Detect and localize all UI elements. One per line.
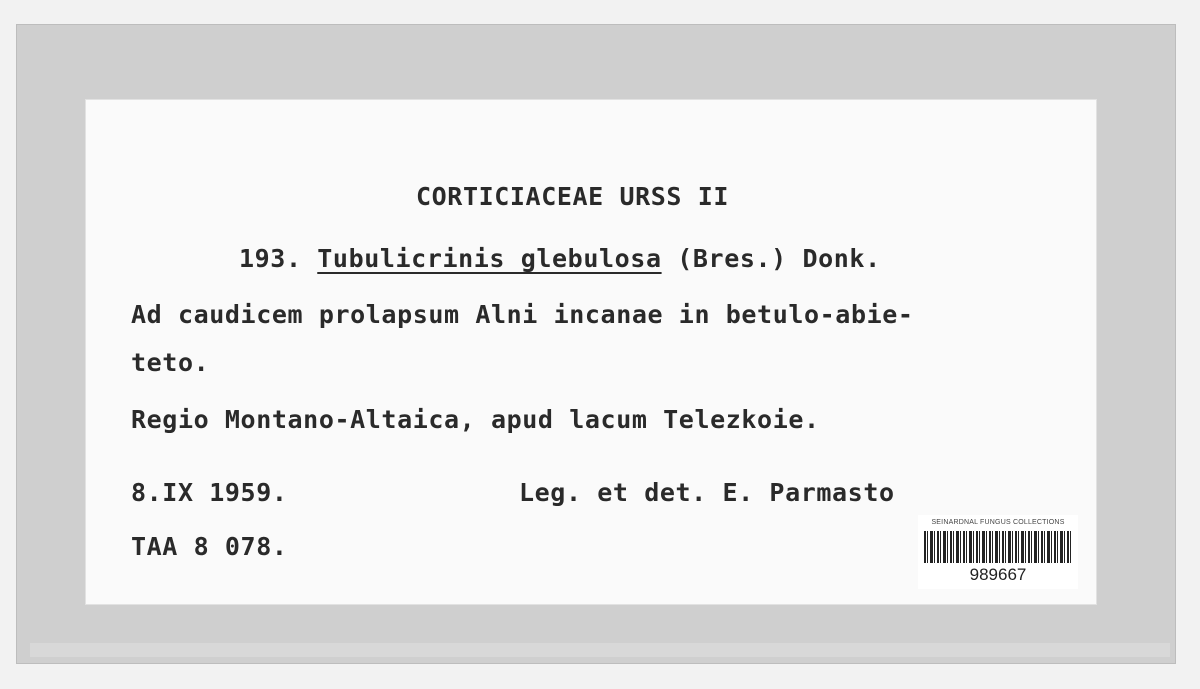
species-number: 193. xyxy=(239,244,302,273)
taxon-name: Tubulicrinis glebulosa xyxy=(317,244,662,273)
collector-text: Leg. et det. E. Parmasto xyxy=(519,478,895,507)
taxon-authority: (Bres.) Donk. xyxy=(677,244,881,273)
collection-date: 8.IX 1959. xyxy=(131,478,288,507)
label-title: CORTICIACEAE URSS II xyxy=(416,182,730,211)
barcode-icon xyxy=(924,531,1072,563)
accession-number: TAA 8 078. xyxy=(131,532,288,561)
barcode-header: SEINARDNAL FUNGUS COLLECTIONS xyxy=(931,519,1065,526)
locality-text: Regio Montano-Altaica, apud lacum Telezkoie. xyxy=(131,405,820,434)
barcode-sticker xyxy=(918,515,1078,589)
habitat-line-2: teto. xyxy=(131,348,210,377)
barcode-number: 989667 xyxy=(969,565,1027,584)
species-line xyxy=(239,244,881,273)
sheet-edge xyxy=(30,643,1170,657)
habitat-line-1: Ad caudicem prolapsum Alni incanae in betulo-abie- xyxy=(131,300,914,329)
